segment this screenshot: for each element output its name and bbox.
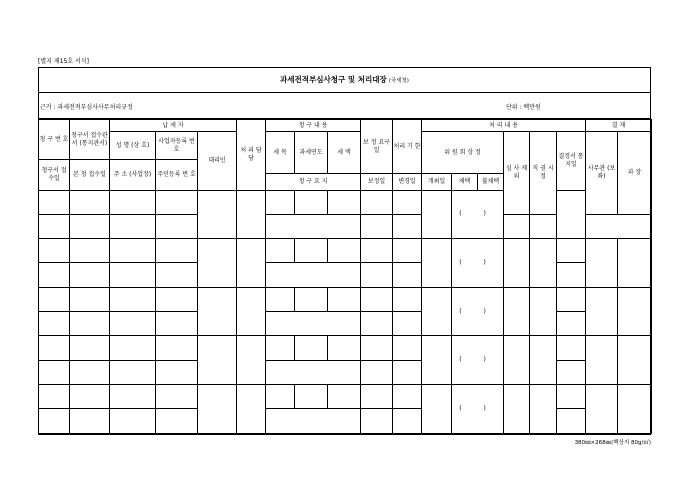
cell[interactable] (110, 190, 156, 214)
cell[interactable] (557, 312, 586, 336)
cell[interactable] (70, 190, 110, 214)
cell[interactable] (295, 287, 328, 311)
cell[interactable] (39, 190, 70, 214)
cell[interactable] (361, 214, 393, 238)
cell[interactable] (156, 239, 198, 263)
cell[interactable] (393, 336, 422, 360)
cell[interactable] (266, 239, 295, 263)
paren-mark: ( ) (459, 210, 496, 218)
cell[interactable] (530, 384, 557, 433)
cell[interactable] (39, 287, 70, 311)
cell[interactable] (39, 312, 70, 336)
cell[interactable] (70, 336, 110, 360)
title-subtext: (국세청) (388, 77, 409, 84)
cell[interactable] (586, 384, 618, 433)
adoption-cell[interactable] (452, 239, 504, 288)
cell[interactable] (295, 336, 328, 360)
cell[interactable] (70, 239, 110, 263)
cell[interactable] (198, 336, 237, 385)
cell[interactable] (422, 384, 452, 433)
cell[interactable] (156, 263, 198, 287)
header-process-content: 처 리 내 용 (422, 120, 586, 132)
cell[interactable] (361, 409, 393, 433)
cell[interactable] (266, 214, 361, 238)
header-address: 주 소 (사업장) (110, 160, 156, 191)
header-supplement-request-date: 보 정 요구일 (361, 120, 393, 174)
cell[interactable] (70, 360, 110, 384)
cell[interactable] (557, 190, 586, 239)
cell[interactable] (70, 287, 110, 311)
header-agent: 대리인 (198, 132, 237, 191)
cell[interactable] (110, 409, 156, 433)
cell[interactable] (295, 384, 328, 408)
paren-mark: ( ) (459, 404, 496, 412)
cell[interactable] (295, 239, 328, 263)
header-committee-decision: 위 원 회 상 정 (422, 132, 504, 174)
cell[interactable] (393, 287, 422, 311)
header-claim-gist: 청 구 요 지 (266, 174, 361, 191)
cell[interactable] (361, 312, 393, 336)
cell[interactable] (328, 384, 361, 408)
header-name: 성 명 (상 호) (110, 132, 156, 160)
cell[interactable] (618, 336, 652, 385)
cell[interactable] (198, 239, 237, 288)
header-decision-notice-date: 결정서 통지일 (557, 132, 586, 191)
cell[interactable] (393, 239, 422, 263)
header-meeting-date: 개최일 (422, 174, 452, 191)
header-not-adopted: 불채택 (478, 174, 504, 191)
cell[interactable] (70, 312, 110, 336)
paper-spec: 380㎜×268㎜(백상지 80g/㎡) (574, 440, 651, 446)
paren-mark: ( ) (459, 356, 496, 364)
adoption-cell[interactable] (452, 287, 504, 336)
cell[interactable] (557, 287, 586, 311)
header-hq-receipt-date: 본 청 접수일 (70, 160, 110, 191)
header-officer: 사무관 (보좌) (586, 132, 618, 215)
header-tax-year: 과세연도 (295, 132, 328, 174)
cell[interactable] (156, 360, 198, 384)
cell[interactable] (266, 312, 361, 336)
cell[interactable] (237, 287, 266, 336)
cell[interactable] (110, 312, 156, 336)
cell[interactable] (156, 336, 198, 360)
cell[interactable] (70, 409, 110, 433)
cell[interactable] (393, 263, 422, 287)
cell[interactable] (557, 336, 586, 360)
header-biz-reg-no: 사업자등록 번 호 (156, 132, 198, 160)
cell[interactable] (110, 263, 156, 287)
cell[interactable] (156, 287, 198, 311)
cell[interactable] (422, 287, 452, 336)
cell[interactable] (266, 190, 295, 214)
header-tax-item: 세 목 (266, 132, 295, 174)
cell[interactable] (422, 336, 452, 385)
cell[interactable] (504, 239, 530, 288)
cell[interactable] (70, 263, 110, 287)
cell[interactable] (586, 239, 618, 288)
cell[interactable] (361, 239, 393, 263)
cell[interactable] (110, 287, 156, 311)
cell[interactable] (361, 384, 393, 408)
cell[interactable] (361, 287, 393, 311)
cell[interactable] (39, 214, 70, 238)
cell[interactable] (328, 190, 361, 214)
cell[interactable] (530, 287, 557, 336)
cell[interactable] (393, 360, 422, 384)
cell[interactable] (198, 287, 237, 336)
unit-text: 단위 : 백만원 (506, 104, 541, 111)
cell[interactable] (266, 409, 361, 433)
cell[interactable] (39, 409, 70, 433)
cell[interactable] (328, 287, 361, 311)
header-claim-content: 청 구 내 용 (266, 120, 361, 132)
cell[interactable] (110, 214, 156, 238)
cell[interactable] (618, 239, 652, 288)
form-label: [별지 제15호 서식] (38, 58, 89, 65)
adoption-cell[interactable] (452, 190, 504, 239)
form-title (38, 67, 651, 93)
cell[interactable] (39, 239, 70, 263)
header-ex-officio: 직 권 시 정 (530, 132, 557, 215)
cell[interactable] (70, 214, 110, 238)
cell[interactable] (361, 263, 393, 287)
header-claim-receipt-office: 청구서 접수관서 (통지관서) (70, 120, 110, 160)
cell[interactable] (266, 287, 295, 311)
cell[interactable] (237, 239, 266, 288)
cell[interactable] (504, 384, 530, 433)
cell[interactable] (156, 214, 198, 238)
cell[interactable] (557, 384, 586, 408)
cell[interactable] (70, 384, 110, 408)
cell[interactable] (422, 190, 452, 239)
cell[interactable] (198, 190, 237, 239)
basis-text: 근거 : 과세전적부심사사무처리규정 (40, 104, 133, 111)
header-approval: 결 재 (586, 120, 652, 132)
cell[interactable] (422, 239, 452, 288)
cell[interactable] (110, 384, 156, 408)
cell[interactable] (618, 384, 652, 433)
cell[interactable] (557, 409, 586, 433)
cell[interactable] (328, 336, 361, 360)
cell[interactable] (393, 312, 422, 336)
header-adopted: 채택 (452, 174, 478, 191)
header-claim-receipt-date: 청구서 접수일 (39, 160, 70, 191)
cell[interactable] (504, 214, 530, 238)
cell[interactable] (393, 190, 422, 214)
cell[interactable] (328, 239, 361, 263)
cell[interactable] (557, 360, 586, 384)
register-table (38, 119, 652, 434)
header-change-date: 변경일 (393, 174, 422, 191)
header-supplement-date: 보정일 (361, 174, 393, 191)
cell[interactable] (39, 360, 70, 384)
basis-row (38, 93, 651, 119)
header-process-deadline: 처리 기 한 (393, 120, 422, 174)
cell[interactable] (530, 336, 557, 385)
cell[interactable] (156, 384, 198, 408)
cell[interactable] (393, 409, 422, 433)
cell[interactable] (361, 360, 393, 384)
cell[interactable] (393, 384, 422, 408)
header-taxpayer: 납 세 자 (110, 120, 237, 132)
cell[interactable] (39, 336, 70, 360)
cell[interactable] (361, 336, 393, 360)
cell[interactable] (237, 384, 266, 433)
header-section-chief: 과 장 (618, 132, 652, 215)
cell[interactable] (295, 190, 328, 214)
cell[interactable] (530, 239, 557, 288)
paren-mark: ( ) (459, 259, 496, 267)
cell[interactable] (618, 287, 652, 336)
cell[interactable] (156, 190, 198, 214)
cell[interactable] (266, 336, 295, 360)
header-handler: 처 리 담 당 (237, 120, 266, 191)
header-claim-no: 청 구 번 호 (39, 120, 70, 160)
cell[interactable] (39, 263, 70, 287)
cell[interactable] (110, 239, 156, 263)
cell[interactable] (266, 263, 361, 287)
cell[interactable] (237, 190, 266, 239)
cell[interactable] (586, 336, 618, 385)
cell[interactable] (198, 384, 237, 433)
cell[interactable] (557, 263, 586, 287)
cell[interactable] (110, 336, 156, 360)
cell[interactable] (504, 287, 530, 336)
title-text: 과세전적부심사청구 및 처리대장 (280, 75, 387, 84)
cell[interactable] (39, 384, 70, 408)
cell[interactable] (504, 336, 530, 385)
cell[interactable] (393, 214, 422, 238)
cell[interactable] (266, 360, 361, 384)
cell[interactable] (266, 384, 295, 408)
adoption-cell[interactable] (452, 336, 504, 385)
cell[interactable] (361, 190, 393, 214)
paren-mark: ( ) (459, 307, 496, 315)
header-exclusion: 심 사 제 외 (504, 132, 530, 215)
cell[interactable] (237, 336, 266, 385)
cell[interactable] (586, 287, 618, 336)
adoption-cell[interactable] (452, 384, 504, 433)
header-tax-amount: 세 액 (328, 132, 361, 174)
cell[interactable] (156, 409, 198, 433)
header-resident-reg-no: 주민등록 번 호 (156, 160, 198, 191)
cell[interactable] (557, 239, 586, 263)
cell[interactable] (156, 312, 198, 336)
cell[interactable] (110, 360, 156, 384)
